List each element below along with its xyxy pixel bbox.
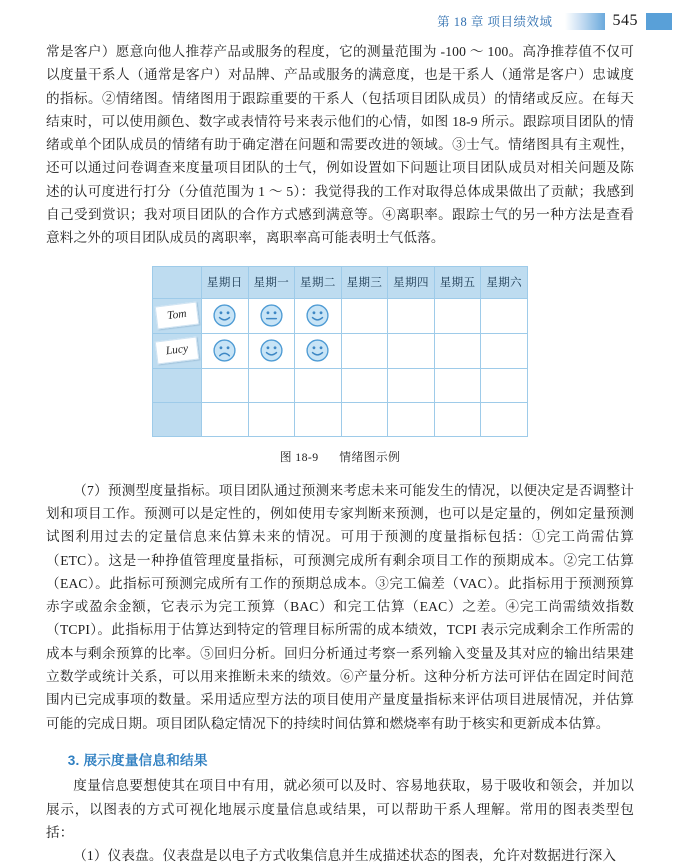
mood-chart-table <box>152 266 528 437</box>
row-label-lucy <box>153 333 202 368</box>
mood-cell-empty <box>341 402 388 436</box>
mood-cell-lucy-friday <box>434 333 481 368</box>
column-header-monday: 星期一 <box>248 266 295 298</box>
smiley-neutral-icon <box>259 303 284 328</box>
header-gradient-bar <box>565 13 605 30</box>
table-row <box>153 402 528 436</box>
column-header-wednesday: 星期三 <box>341 266 388 298</box>
mood-cell-tom-friday <box>434 298 481 333</box>
mood-cell-tom-wednesday <box>341 298 388 333</box>
paragraph-display-intro: 度量信息要想使其在项目中有用，就必须可以及时、容易地获取，易于吸收和领会，并加以展示，以图表的方式可视化地展示度量信息或结果，可以帮助干系人理解。常用的图表类型包括： <box>46 778 634 840</box>
row-label-empty <box>153 368 202 402</box>
mood-cell-empty <box>295 368 342 402</box>
mood-cell-empty <box>248 402 295 436</box>
table-corner-cell <box>153 266 202 298</box>
column-header-thursday: 星期四 <box>388 266 435 298</box>
figure-caption-text: 情绪图示例 <box>339 449 401 464</box>
table-header-row <box>153 266 528 298</box>
mood-cell-empty <box>481 402 528 436</box>
paragraph-dashboard: （1）仪表盘。仪表盘是以电子方式收集信息并生成描述状态的图表，允许对数据进行深入 <box>73 848 617 864</box>
mood-cell-empty <box>248 368 295 402</box>
mood-cell-tom-saturday <box>481 298 528 333</box>
table-row <box>153 368 528 402</box>
mood-cell-empty <box>481 368 528 402</box>
mood-cell-lucy-thursday <box>388 333 435 368</box>
mood-cell-empty <box>434 368 481 402</box>
mood-cell-empty <box>341 368 388 402</box>
row-label-empty <box>153 402 202 436</box>
column-header-saturday: 星期六 <box>481 266 528 298</box>
figure-mood-chart <box>46 266 634 465</box>
mood-cell-empty <box>388 402 435 436</box>
smiley-sad-icon <box>212 338 237 363</box>
paragraph-predictive-metrics: （7）预测型度量指标。项目团队通过预测来考虑未来可能发生的情况，以便决定是否调整计划和项目工作。预测可以是定性的，例如使用专家判断来预测，也可以是定量的，例如定量预测试图利用过去的定量信息来估算未来的情况。可用于预测的度量指标包括：①完工尚需估算（ETC）。这是一种挣值管理度量指标，可预测完成所有剩余项目工作的预期成本。②完工估算（EAC）。此指标可预测完成所有工作的预期总成本。③完工偏差（VAC）。此指标用于预测预算赤字或盈余金额，它表示为完工预算（BAC）和完工估算（EAC）之差。④完工尚需绩效指数（TCPI）。此指标用于估算达到特定的管理目标所需的成本绩效，TCPI 表示完成剩余工作所需的成本与剩余预算的比率。⑤回归分析。回归分析通过考察一系列输入变量及其对应的输出结果建立数学或统计关系，可以用来推断未来的绩效。⑥产量分析。这种分析方法可评估在固定时间范围内已完成事项的数量。采用适应型方法的项目使用产量度量指标来评估项目进展情况，并估算可能的完成日期。项目团队稳定情况下的持续时间估算和燃烧率有助于核实和更新成本估算。 <box>46 482 634 731</box>
smiley-happy-icon <box>212 303 237 328</box>
mood-cell-lucy-tuesday <box>295 333 342 368</box>
section-heading-display-metrics: 3. 展示度量信息和结果 <box>67 752 208 768</box>
column-header-sunday: 星期日 <box>202 266 249 298</box>
column-header-friday: 星期五 <box>434 266 481 298</box>
mood-cell-lucy-saturday <box>481 333 528 368</box>
table-row <box>153 333 528 368</box>
mood-cell-tom-tuesday <box>295 298 342 333</box>
mood-cell-lucy-wednesday <box>341 333 388 368</box>
mood-cell-empty <box>202 368 249 402</box>
column-header-tuesday: 星期二 <box>295 266 342 298</box>
mood-cell-tom-thursday <box>388 298 435 333</box>
paragraph-nps-mood: 常是客户）愿意向他人推荐产品或服务的程度，它的测量范围为 -100 ～ 100。高净推荐值不仅可以度量干系人（通常是客户）对品牌、产品或服务的满意度，也是干系人（通常是客户）忠诚度的指标。②情绪图。情绪图用于跟踪重要的干系人（包括项目团队成员）的情绪或反应。在每天结束时，可以使用颜色、数字或表情符号来表示他们的心情，如图 18-9 所示。跟踪项目团队的情绪或单个团队成员的情绪有助于确定潜在问题和需要改进的领域。③士气。情绪图具有主观性，还可以通过问卷调查来度量项目团队的士气，例如设置如下问题让项目团队成员对相关问题及陈述的认可度进行打分（分值范围为 1 ～ 5）：我觉得我的工作对取得总体成果做出了贡献；我感到自己受到赏识；我对项目团队的合作方式感到满意等。④离职率。跟踪士气的另一种方法是查看意料之外的项目团队成员的离职率，离职率高可能表明士气低落。 <box>46 44 634 246</box>
sticky-note-label: Tom <box>155 302 199 330</box>
mood-cell-tom-sunday <box>202 298 249 333</box>
mood-cell-empty <box>295 402 342 436</box>
smiley-happy-icon <box>305 303 330 328</box>
figure-caption-number: 图 18-9 <box>279 449 319 464</box>
mood-cell-empty <box>434 402 481 436</box>
page-content <box>46 40 634 867</box>
chapter-title: 第 18 章 项目绩效域 <box>437 15 553 29</box>
mood-cell-empty <box>202 402 249 436</box>
page-running-head <box>0 8 680 34</box>
smiley-happy-icon <box>305 338 330 363</box>
table-row <box>153 298 528 333</box>
page-number: 545 <box>612 12 638 29</box>
smiley-happy-icon <box>259 338 284 363</box>
mood-cell-lucy-monday <box>248 333 295 368</box>
sticky-note-label: Lucy <box>155 337 199 365</box>
header-accent-block <box>646 13 672 30</box>
mood-cell-lucy-sunday <box>202 333 249 368</box>
row-label-tom <box>153 298 202 333</box>
mood-cell-empty <box>388 368 435 402</box>
figure-caption <box>280 448 401 465</box>
mood-cell-tom-monday <box>248 298 295 333</box>
